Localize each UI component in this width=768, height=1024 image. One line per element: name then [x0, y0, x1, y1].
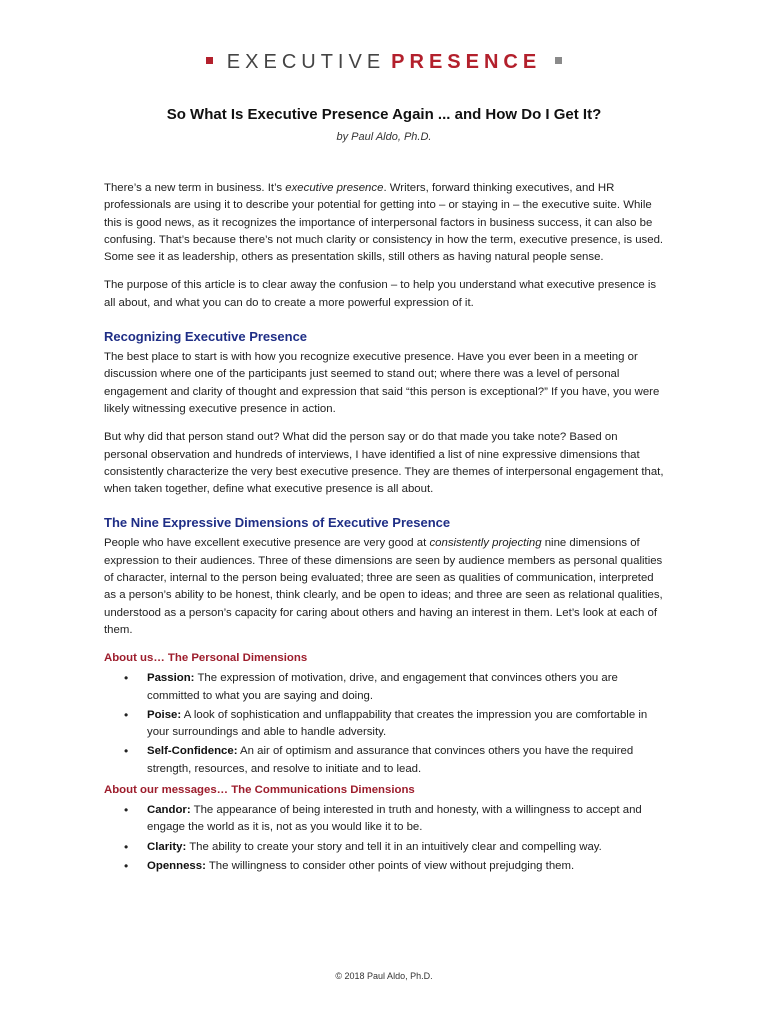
dimension-description: A look of sophistication and unflappability that creates the impression you are comfortable in your surroundings and able to handle adversity. — [147, 708, 648, 739]
list-item — [104, 839, 664, 856]
nine-dimensions-text: People who have excellent executive presence are very good at — [104, 537, 430, 550]
red-square-ornament — [206, 57, 213, 64]
subheading-personal-dimensions: About us… The Personal Dimensions — [104, 652, 308, 665]
bullet-icon: • — [124, 839, 129, 854]
dimension-term: Candor: — [147, 804, 191, 817]
dimension-term: Self-Confidence: — [147, 745, 238, 758]
dimension-term: Passion: — [147, 672, 195, 685]
dimension-description: The expression of motivation, drive, and engagement that convinces others you are committed to what you are saying and doing. — [147, 672, 618, 702]
bullet-icon: • — [124, 707, 129, 722]
masthead — [0, 48, 768, 76]
section-heading-recognizing: Recognizing Executive Presence — [104, 329, 308, 345]
intro-paragraph-2: The purpose of this article is to clear away the confusion – to help you understand what executive presence is all about, and what you can do to create a more powerful expression of it. — [104, 279, 657, 309]
dimension-term: Openness: — [147, 859, 206, 872]
list-item — [104, 858, 664, 875]
intro-emphasis: executive presence — [285, 182, 384, 194]
copyright-footer: © 2018 Paul Aldo, Ph.D. — [335, 971, 433, 981]
list-item — [104, 802, 664, 837]
bullet-icon: • — [124, 858, 129, 873]
subheading-communications-dimensions: About our messages… The Communications Dimensions — [104, 784, 415, 797]
dimension-description: The appearance of being interested in truth and honesty, with a willingness to accept and engage the world as it is, not as you would like it to be. — [147, 804, 642, 834]
dimension-description: The ability to create your story and tell it in an intuitively clear and compelling way. — [186, 840, 602, 853]
article-title: So What Is Executive Presence Again ... and How Do I Get It? — [166, 106, 602, 123]
nine-dimensions-text-continued: nine dimensions of expression to their audiences. Three of these dimensions are seen by audience members as personal qualities of character, internal to the person being evaluated; three are seen as qualities of communication, interpreted as a person’s ability to be honest, think clearly, and be open to ideas; and three are seen as relational qualities, understood as a person’s capacity for caring about others and having an interest in them. Let’s look at each of them. — [104, 537, 663, 636]
article-byline: by Paul Aldo, Ph.D. — [336, 131, 432, 143]
list-item — [104, 743, 664, 778]
nine-dimensions-emphasis: consistently projecting — [429, 537, 542, 550]
recognizing-paragraph-2: But why did that person stand out? What did the person say or do that made you take note? Based on personal observation and hundreds of interviews, I have identified a list of nine expressive dimensions that consistently characterize the very best executive presence. They are themes of interpersonal engagement that, when taken together, define what executive presence is all about. — [104, 431, 664, 496]
list-item — [104, 707, 664, 742]
bullet-icon: • — [124, 744, 129, 759]
section-heading-nine-dimensions: The Nine Expressive Dimensions of Executive Presence — [104, 515, 451, 531]
communications-dimensions-list — [104, 802, 664, 875]
personal-dimensions-list — [104, 670, 664, 778]
dimension-description: An air of optimism and assurance that convinces others you have the required strength, resources, and resolve to initiate and to lead. — [147, 745, 634, 775]
intro-paragraph-1 — [104, 180, 664, 266]
masthead-word-presence: PRESENCE — [391, 51, 542, 73]
nine-dimensions-paragraph — [104, 535, 664, 639]
dimension-description: The willingness to consider other points of view without prejudging them. — [205, 859, 575, 872]
dimension-term: Clarity: — [147, 840, 187, 853]
bullet-icon: • — [124, 803, 129, 818]
list-item — [104, 670, 664, 705]
dimension-term: Poise: — [147, 708, 182, 721]
article-body — [104, 180, 664, 877]
grey-square-ornament — [555, 57, 562, 64]
intro-text-continued: . Writers, forward thinking executives, and HR professionals are using it to describe your potential for getting into – or staying in – the executive suite. While this is good news, as it recognizes the importance of interpersonal factors in business success, it can also be confusing. That’s because there’s not much clarity or consistency in how the term, executive presence, is used. Some see it as leadership, others as presentation skills, still others as having natural people sense. — [104, 182, 664, 264]
intro-text: There’s a new term in business. It’s — [104, 182, 286, 194]
bullet-icon: • — [124, 671, 129, 686]
masthead-word-executive: EXECUTIVE — [226, 51, 386, 73]
recognizing-paragraph-1: The best place to start is with how you recognize executive presence. Have you ever been in a meeting or discussion where one of the participants just seemed to stand out; where there was a level of personal engagement and clarity of thought and expression that said “this person is exceptional?” If you have, you were likely witnessing executive presence in action. — [104, 351, 660, 415]
